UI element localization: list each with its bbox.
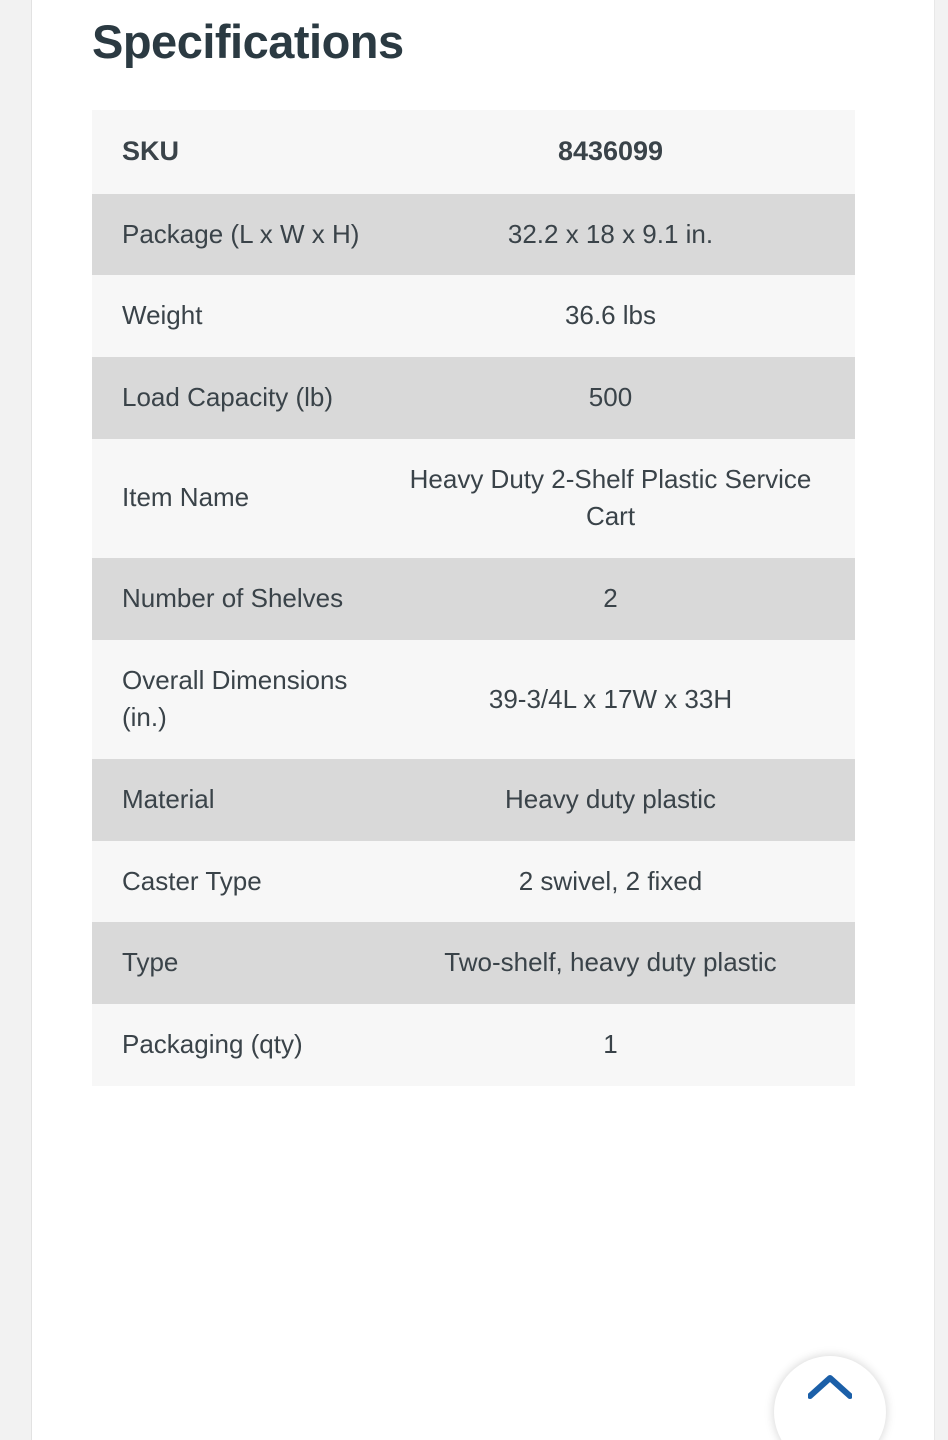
spec-value: Heavy Duty 2-Shelf Plastic Service Cart <box>409 463 812 532</box>
spec-label: Number of Shelves <box>122 582 344 613</box>
table-row <box>92 558 855 640</box>
chevron-up-icon <box>808 1374 852 1400</box>
spec-label: Overall Dimensions (in.) <box>122 664 348 733</box>
page-right-gutter <box>934 0 948 1440</box>
spec-label: Item Name <box>122 482 250 513</box>
spec-value: 500 <box>588 381 633 412</box>
spec-label: Material <box>122 784 215 815</box>
spec-value: 32.2 x 18 x 9.1 in. <box>507 218 714 249</box>
table-row <box>92 759 855 841</box>
spec-label: Package (L x W x H) <box>122 218 360 249</box>
table-row <box>92 640 855 759</box>
page-content <box>33 0 934 1440</box>
spec-label: Weight <box>122 300 203 331</box>
table-row <box>92 194 855 276</box>
specifications-table <box>92 110 855 1085</box>
spec-label: Load Capacity (lb) <box>122 381 333 412</box>
table-row <box>92 439 855 558</box>
table-row <box>92 841 855 923</box>
table-row <box>92 357 855 439</box>
table-row <box>92 110 855 193</box>
spec-value: Heavy duty plastic <box>505 784 716 815</box>
spec-value: 36.6 lbs <box>564 300 657 331</box>
spec-value: Two-shelf, heavy duty plastic <box>444 947 777 978</box>
spec-label: SKU <box>122 136 180 167</box>
table-row <box>92 922 855 1004</box>
table-row <box>92 275 855 357</box>
spec-label: Packaging (qty) <box>122 1029 303 1060</box>
spec-label: Caster Type <box>122 865 262 896</box>
table-row <box>92 1004 855 1086</box>
page-left-gutter <box>0 0 32 1440</box>
spec-value: 1 <box>603 1029 618 1060</box>
page-title: Specifications <box>92 15 404 68</box>
spec-value: 8436099 <box>557 136 664 167</box>
spec-label: Type <box>122 947 179 978</box>
spec-value: 39-3/4L x 17W x 33H <box>488 683 733 714</box>
spec-value: 2 swivel, 2 fixed <box>518 865 703 896</box>
spec-value: 2 <box>603 582 618 613</box>
